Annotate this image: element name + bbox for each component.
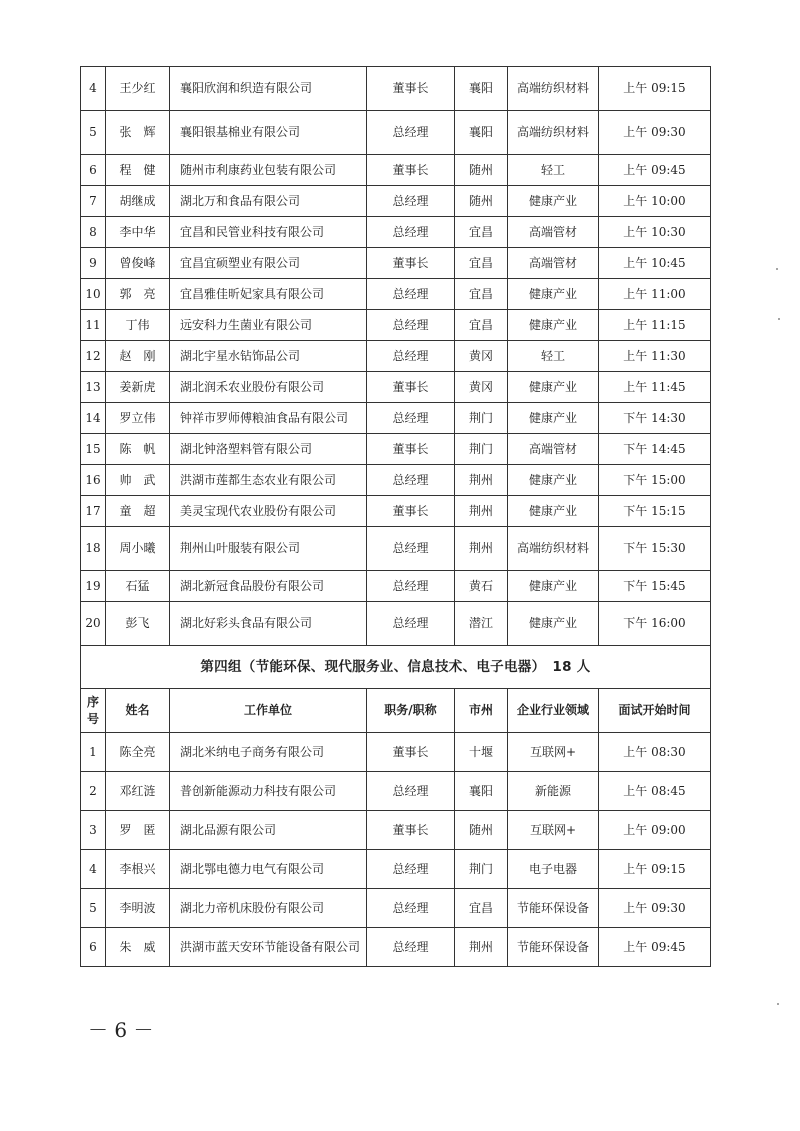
cell-name: 程 健 xyxy=(106,155,170,186)
cell-industry: 高端纺织材料 xyxy=(508,111,599,155)
cell-city: 黄冈 xyxy=(455,341,508,372)
cell-company: 美灵宝现代农业股份有限公司 xyxy=(170,496,367,527)
cell-no: 18 xyxy=(81,527,106,571)
table-row xyxy=(81,310,711,341)
group4-rows xyxy=(81,733,711,967)
group4-section xyxy=(81,646,711,733)
cell-city: 襄阳 xyxy=(455,111,508,155)
cell-company: 洪湖市蓝天安环节能设备有限公司 xyxy=(170,928,367,967)
cell-industry: 轻工 xyxy=(508,155,599,186)
cell-no: 2 xyxy=(81,772,106,811)
cell-industry: 高端管材 xyxy=(508,434,599,465)
header-company: 工作单位 xyxy=(170,689,367,733)
cell-no: 14 xyxy=(81,403,106,434)
cell-city: 宜昌 xyxy=(455,310,508,341)
group4-title-row xyxy=(81,646,711,689)
table-row xyxy=(81,111,711,155)
cell-city: 荆门 xyxy=(455,434,508,465)
cell-company: 远安科力生菌业有限公司 xyxy=(170,310,367,341)
cell-company: 普创新能源动力科技有限公司 xyxy=(170,772,367,811)
cell-company: 荆州山叶服装有限公司 xyxy=(170,527,367,571)
cell-name: 赵 刚 xyxy=(106,341,170,372)
cell-name: 李根兴 xyxy=(106,850,170,889)
header-time: 面试开始时间 xyxy=(599,689,711,733)
cell-time: 下午 15:00 xyxy=(599,465,711,496)
cell-no: 5 xyxy=(81,111,106,155)
cell-time: 上午 10:45 xyxy=(599,248,711,279)
cell-time: 上午 08:45 xyxy=(599,772,711,811)
cell-city: 随州 xyxy=(455,811,508,850)
cell-name: 石猛 xyxy=(106,571,170,602)
cell-city: 宜昌 xyxy=(455,279,508,310)
cell-time: 上午 11:15 xyxy=(599,310,711,341)
cell-no: 19 xyxy=(81,571,106,602)
cell-city: 襄阳 xyxy=(455,67,508,111)
table-row xyxy=(81,928,711,967)
cell-company: 湖北新冠食品股份有限公司 xyxy=(170,571,367,602)
cell-name: 罗 匿 xyxy=(106,811,170,850)
cell-name: 邓红涟 xyxy=(106,772,170,811)
cell-title: 总经理 xyxy=(367,571,455,602)
cell-company: 湖北润禾农业股份有限公司 xyxy=(170,372,367,403)
cell-no: 16 xyxy=(81,465,106,496)
cell-time: 上午 11:45 xyxy=(599,372,711,403)
cell-title: 总经理 xyxy=(367,928,455,967)
table-row xyxy=(81,279,711,310)
group4-title: 第四组（节能环保、现代服务业、信息技术、电子电器） 18 人 xyxy=(81,646,711,689)
cell-title: 董事长 xyxy=(367,733,455,772)
cell-industry: 健康产业 xyxy=(508,372,599,403)
cell-time: 上午 09:30 xyxy=(599,889,711,928)
cell-name: 姜新虎 xyxy=(106,372,170,403)
cell-city: 荆州 xyxy=(455,465,508,496)
cell-industry: 新能源 xyxy=(508,772,599,811)
table-row xyxy=(81,602,711,646)
cell-name: 陈全亮 xyxy=(106,733,170,772)
cell-no: 6 xyxy=(81,155,106,186)
cell-title: 董事长 xyxy=(367,372,455,403)
cell-city: 潜江 xyxy=(455,602,508,646)
cell-no: 17 xyxy=(81,496,106,527)
cell-name: 曾俊峰 xyxy=(106,248,170,279)
cell-industry: 健康产业 xyxy=(508,310,599,341)
cell-no: 4 xyxy=(81,850,106,889)
cell-time: 上午 09:15 xyxy=(599,67,711,111)
cell-title: 总经理 xyxy=(367,850,455,889)
cell-name: 帅 武 xyxy=(106,465,170,496)
cell-title: 总经理 xyxy=(367,310,455,341)
cell-name: 罗立伟 xyxy=(106,403,170,434)
cell-industry: 高端纺织材料 xyxy=(508,527,599,571)
cell-no: 13 xyxy=(81,372,106,403)
cell-industry: 轻工 xyxy=(508,341,599,372)
cell-time: 下午 16:00 xyxy=(599,602,711,646)
table-row xyxy=(81,217,711,248)
table-row xyxy=(81,434,711,465)
cell-time: 上午 10:00 xyxy=(599,186,711,217)
cell-time: 上午 11:00 xyxy=(599,279,711,310)
cell-city: 宜昌 xyxy=(455,248,508,279)
cell-industry: 高端管材 xyxy=(508,248,599,279)
cell-no: 4 xyxy=(81,67,106,111)
cell-no: 15 xyxy=(81,434,106,465)
table-row xyxy=(81,67,711,111)
cell-industry: 健康产业 xyxy=(508,465,599,496)
cell-company: 随州市利康药业包装有限公司 xyxy=(170,155,367,186)
cell-no: 3 xyxy=(81,811,106,850)
cell-city: 荆州 xyxy=(455,928,508,967)
cell-name: 李中华 xyxy=(106,217,170,248)
scan-speck xyxy=(777,1003,779,1005)
column-header-row xyxy=(81,689,711,733)
table-row xyxy=(81,465,711,496)
cell-no: 20 xyxy=(81,602,106,646)
cell-no: 7 xyxy=(81,186,106,217)
scan-speck xyxy=(776,268,778,270)
cell-time: 上午 09:45 xyxy=(599,928,711,967)
cell-company: 湖北力帝机床股份有限公司 xyxy=(170,889,367,928)
cell-name: 丁伟 xyxy=(106,310,170,341)
cell-city: 随州 xyxy=(455,186,508,217)
cell-company: 宜昌宜硕塑业有限公司 xyxy=(170,248,367,279)
cell-time: 下午 15:30 xyxy=(599,527,711,571)
cell-company: 襄阳欣润和织造有限公司 xyxy=(170,67,367,111)
cell-no: 12 xyxy=(81,341,106,372)
table-row xyxy=(81,571,711,602)
cell-title: 总经理 xyxy=(367,403,455,434)
header-no: 序号 xyxy=(81,689,106,733)
cell-time: 上午 10:30 xyxy=(599,217,711,248)
cell-title: 董事长 xyxy=(367,67,455,111)
header-title: 职务/职称 xyxy=(367,689,455,733)
cell-title: 总经理 xyxy=(367,186,455,217)
cell-title: 总经理 xyxy=(367,465,455,496)
cell-industry: 健康产业 xyxy=(508,186,599,217)
cell-name: 周小曦 xyxy=(106,527,170,571)
header-name: 姓名 xyxy=(106,689,170,733)
cell-industry: 互联网+ xyxy=(508,811,599,850)
cell-title: 董事长 xyxy=(367,248,455,279)
cell-time: 下午 15:15 xyxy=(599,496,711,527)
cell-city: 黄石 xyxy=(455,571,508,602)
cell-industry: 健康产业 xyxy=(508,571,599,602)
cell-industry: 节能环保设备 xyxy=(508,928,599,967)
group3-rows xyxy=(81,67,711,646)
table-row xyxy=(81,772,711,811)
table-row xyxy=(81,850,711,889)
cell-name: 胡继成 xyxy=(106,186,170,217)
cell-city: 荆门 xyxy=(455,850,508,889)
cell-title: 总经理 xyxy=(367,217,455,248)
cell-title: 总经理 xyxy=(367,341,455,372)
cell-no: 6 xyxy=(81,928,106,967)
cell-company: 湖北米纳电子商务有限公司 xyxy=(170,733,367,772)
cell-time: 上午 09:15 xyxy=(599,850,711,889)
cell-industry: 健康产业 xyxy=(508,403,599,434)
cell-name: 陈 帆 xyxy=(106,434,170,465)
cell-name: 彭飞 xyxy=(106,602,170,646)
cell-title: 总经理 xyxy=(367,889,455,928)
cell-company: 湖北鄂电德力电气有限公司 xyxy=(170,850,367,889)
cell-time: 上午 09:45 xyxy=(599,155,711,186)
cell-company: 钟祥市罗师傅粮油食品有限公司 xyxy=(170,403,367,434)
cell-title: 总经理 xyxy=(367,279,455,310)
cell-time: 上午 11:30 xyxy=(599,341,711,372)
cell-city: 荆州 xyxy=(455,496,508,527)
cell-company: 襄阳银基棉业有限公司 xyxy=(170,111,367,155)
cell-title: 董事长 xyxy=(367,434,455,465)
table-row xyxy=(81,155,711,186)
cell-city: 宜昌 xyxy=(455,217,508,248)
cell-title: 总经理 xyxy=(367,772,455,811)
cell-city: 荆州 xyxy=(455,527,508,571)
interview-schedule-table xyxy=(80,66,711,967)
cell-title: 总经理 xyxy=(367,602,455,646)
cell-company: 湖北宇星水钻饰品公司 xyxy=(170,341,367,372)
header-city: 市州 xyxy=(455,689,508,733)
cell-industry: 高端纺织材料 xyxy=(508,67,599,111)
cell-city: 宜昌 xyxy=(455,889,508,928)
cell-city: 襄阳 xyxy=(455,772,508,811)
table-row xyxy=(81,889,711,928)
cell-city: 荆门 xyxy=(455,403,508,434)
cell-title: 董事长 xyxy=(367,811,455,850)
table-row xyxy=(81,811,711,850)
table-row xyxy=(81,248,711,279)
page-number: － 6 － xyxy=(88,1018,154,1042)
cell-company: 湖北钟洛塑料管有限公司 xyxy=(170,434,367,465)
table-row xyxy=(81,527,711,571)
cell-title: 总经理 xyxy=(367,527,455,571)
cell-time: 下午 14:30 xyxy=(599,403,711,434)
cell-name: 李明波 xyxy=(106,889,170,928)
cell-name: 王少红 xyxy=(106,67,170,111)
cell-industry: 节能环保设备 xyxy=(508,889,599,928)
cell-company: 宜昌雅佳昕妃家具有限公司 xyxy=(170,279,367,310)
table-row xyxy=(81,186,711,217)
cell-industry: 电子电器 xyxy=(508,850,599,889)
cell-time: 上午 08:30 xyxy=(599,733,711,772)
cell-company: 湖北品源有限公司 xyxy=(170,811,367,850)
cell-title: 总经理 xyxy=(367,111,455,155)
scan-speck xyxy=(778,318,780,320)
cell-company: 湖北好彩头食品有限公司 xyxy=(170,602,367,646)
cell-company: 洪湖市莲都生态农业有限公司 xyxy=(170,465,367,496)
cell-name: 张 辉 xyxy=(106,111,170,155)
cell-industry: 健康产业 xyxy=(508,496,599,527)
cell-title: 董事长 xyxy=(367,155,455,186)
cell-city: 随州 xyxy=(455,155,508,186)
table-row xyxy=(81,403,711,434)
cell-industry: 高端管材 xyxy=(508,217,599,248)
cell-no: 10 xyxy=(81,279,106,310)
cell-company: 湖北万和食品有限公司 xyxy=(170,186,367,217)
cell-title: 董事长 xyxy=(367,496,455,527)
cell-city: 黄冈 xyxy=(455,372,508,403)
cell-company: 宜昌和民管业科技有限公司 xyxy=(170,217,367,248)
header-industry: 企业行业领域 xyxy=(508,689,599,733)
cell-no: 11 xyxy=(81,310,106,341)
cell-industry: 健康产业 xyxy=(508,279,599,310)
cell-industry: 健康产业 xyxy=(508,602,599,646)
table-row xyxy=(81,496,711,527)
cell-no: 5 xyxy=(81,889,106,928)
table-row xyxy=(81,733,711,772)
cell-no: 9 xyxy=(81,248,106,279)
cell-no: 1 xyxy=(81,733,106,772)
cell-name: 朱 威 xyxy=(106,928,170,967)
table-row xyxy=(81,341,711,372)
cell-name: 郭 亮 xyxy=(106,279,170,310)
cell-time: 下午 14:45 xyxy=(599,434,711,465)
cell-time: 上午 09:00 xyxy=(599,811,711,850)
cell-time: 上午 09:30 xyxy=(599,111,711,155)
cell-name: 童 超 xyxy=(106,496,170,527)
cell-industry: 互联网+ xyxy=(508,733,599,772)
cell-time: 下午 15:45 xyxy=(599,571,711,602)
cell-no: 8 xyxy=(81,217,106,248)
table-row xyxy=(81,372,711,403)
cell-city: 十堰 xyxy=(455,733,508,772)
